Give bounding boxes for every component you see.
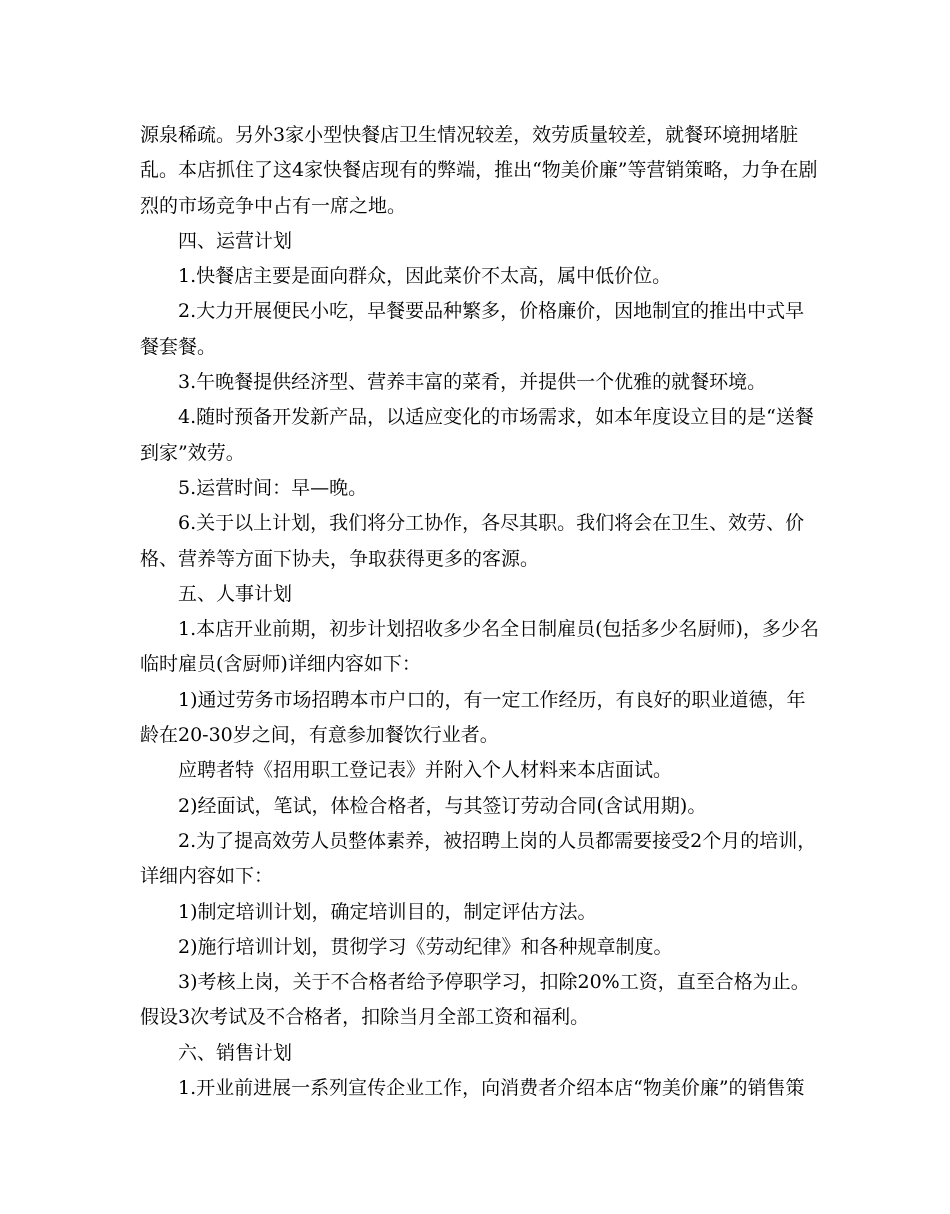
paragraph: 3.午晚餐提供经济型、营养丰富的菜肴，并提供一个优雅的就餐环境。 <box>178 371 767 394</box>
paragraph: 2)施行培训计划，贯彻学习《劳动纪律》和各种规章制度。 <box>178 935 673 958</box>
paragraph: 2.大力开展便民小吃，早餐要品种繁多，价格廉价，因地制宜的推出中式早餐套餐。 <box>140 300 805 358</box>
paragraph: 1.本店开业前期，初步计划招收多少名全日制雇员(包括多少名厨师)，多少名临时雇员(含厨师)详细内容如下： <box>140 618 819 676</box>
paragraph: 1)制定培训计划，确定培训目的，制定评估方法。 <box>178 900 597 923</box>
paragraph: 6.关于以上计划，我们将分工协作，各尽其职。我们将会在卫生、效劳、价格、营养等方面下协夫，争取获得更多的客源。 <box>140 512 805 570</box>
section-heading-sales: 六、销售计划 <box>178 1041 293 1064</box>
paragraph: 3)考核上岗，关于不合格者给予停职学习，扣除20%工资，直至合格为止。假设3次考试及不合格者，扣除当月全部工资和福利。 <box>140 971 810 1029</box>
paragraph: 1)通过劳务市场招聘本市户口的，有一定工作经历，有良好的职业道德，年龄在20-30岁之间，有意参加餐饮行业者。 <box>140 688 806 747</box>
section-heading-operations: 四、运营计划 <box>178 229 293 252</box>
paragraph: 应聘者特《招用职工登记表》并附入个人材料来本店面试。 <box>178 759 673 782</box>
paragraph: 源泉稀疏。另外3家小型快餐店卫生情况较差，效劳质量较差，就餐环境拥堵脏乱。本店抓住了这4家快餐店现有的弊端，推出“物美价廉”等营销策略，力争在剧烈的市场竞争中占有一席之地。 <box>140 124 818 217</box>
paragraph: 1.快餐店主要是面向群众，因此菜价不太高，属中低价位。 <box>178 265 672 288</box>
paragraph: 2)经面试，笔试，体检合格者，与其签订劳动合同(含试用期)。 <box>178 794 707 817</box>
document-body <box>140 118 820 1106</box>
paragraph: 2.为了提高效劳人员整体素养，被招聘上岗的人员都需要接受2个月的培训，详细内容如下： <box>140 829 817 888</box>
paragraph: 5.运营时间：早—晚。 <box>178 476 368 499</box>
paragraph: 4.随时预备开发新产品，以适应变化的市场需求，如本年度设立目的是“送餐到家”效劳。 <box>140 406 814 464</box>
section-heading-personnel: 五、人事计划 <box>178 582 293 605</box>
paragraph: 1.开业前进展一系列宣传企业工作，向消费者介绍本店“物美价廉”的销售策 <box>178 1077 805 1100</box>
